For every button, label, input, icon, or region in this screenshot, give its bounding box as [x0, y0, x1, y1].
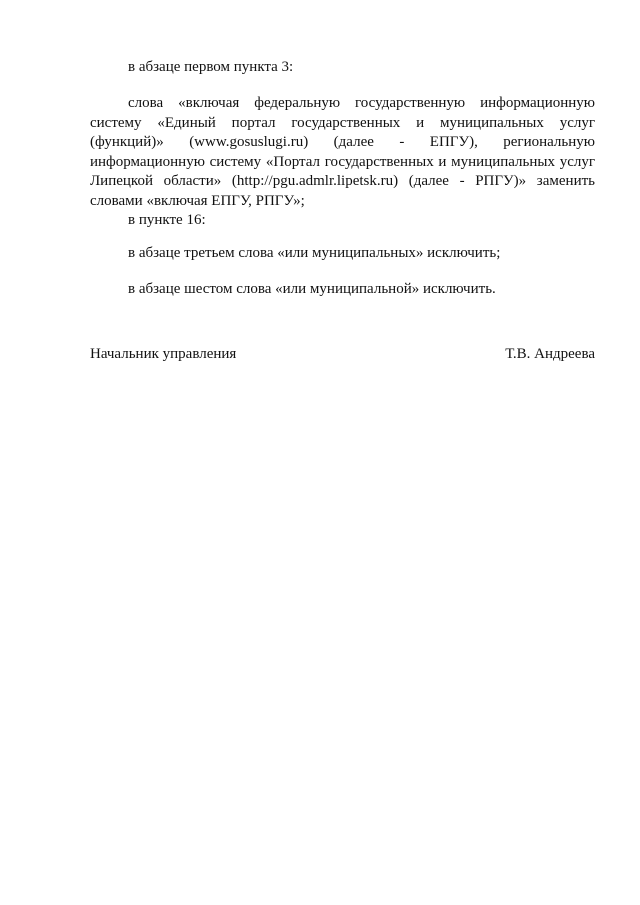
paragraph-replace-words: слова «включая федеральную государственную информационную систему «Единый портал государственных и муниципальных услуг (функций)» (www.gosuslugi.ru) (далее - ЕПГУ), региональную информационную систему «Портал государственных и муниципальных услуг Липецкой области» (http://pgu.admlr.lipetsk.ru) (далее - РПГУ)» заменить словами «включая ЕПГУ, РПГУ»; — [90, 95, 595, 209]
paragraph-sixth-para-exclude: в абзаце шестом слова «или муниципальной» исключить. — [128, 281, 496, 297]
paragraph-item-16: в пункте 16: — [128, 212, 206, 228]
paragraph-third-para-exclude: в абзаце третьем слова «или муниципальных» исключить; — [128, 245, 501, 261]
signatory-position: Начальник управления — [90, 346, 237, 362]
signature-block — [90, 345, 595, 365]
signatory-name: Т.В. Андреева — [505, 346, 595, 362]
paragraph-item-3-first-para: в абзаце первом пункта 3: — [128, 59, 294, 75]
